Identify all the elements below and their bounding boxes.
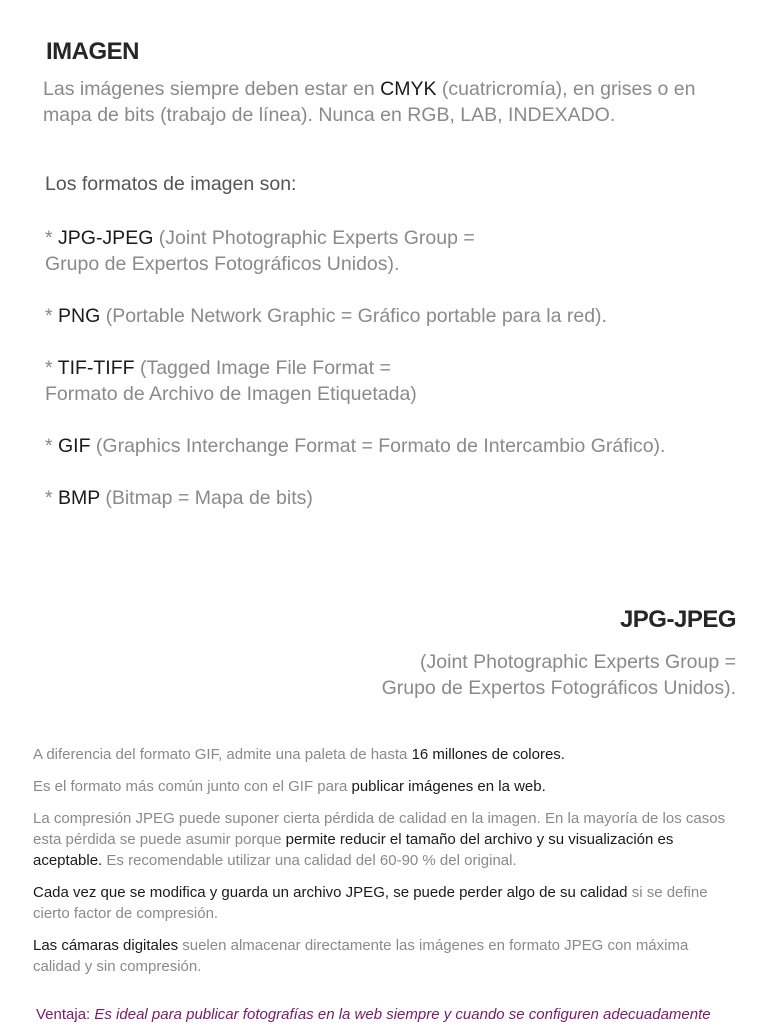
formats-heading: Los formatos de imagen son: [45,173,297,195]
text-highlight: permite reducir el tamaño del archivo y su visualización es aceptable. [33,831,674,869]
intro-prefix: Las imágenes siempre deben estar en [43,78,381,100]
jpg-subtitle-line2: Grupo de Expertos Fotográficos Unidos). [381,677,736,699]
bullet-star: * [45,357,58,379]
text-highlight: Las cámaras digitales [33,937,179,954]
jpg-subtitle-line1: (Joint Photographic Experts Group = [420,651,736,673]
intro-suffix: (cuatricromía), en grises o en mapa de bits (trabajo de línea). Nunca en RGB, LAB, INDEXADO. [43,78,696,126]
format-desc-line2: Grupo de Expertos Fotográficos Unidos). [45,253,400,275]
format-item-tiff [45,355,417,407]
format-name: JPG-JPEG [58,227,154,249]
bullet-star: * [45,435,59,457]
format-name: PNG [58,305,101,327]
section-title-imagen: IMAGEN [46,38,139,65]
text: La compresión JPEG puede suponer cierta pérdida de calidad en la imagen. En la mayoría de los casos esta pérdida se puede asumir porque [33,810,726,848]
paragraph-web [33,776,733,797]
format-name: TIF-TIFF [57,357,135,379]
text: Es el formato más común junto con el GIF para [33,778,352,795]
text: A diferencia del formato GIF, admite una paleta de hasta [33,746,412,763]
section-title-jpg: JPG-JPEG [619,606,736,633]
text-highlight: publicar imágenes en la web. [351,778,546,795]
paragraph-quality-loss [33,882,733,924]
bullet-star: * [45,305,59,327]
text: Es recomendable utilizar una calidad del 60-90 % del original. [102,852,517,869]
bullet-star: * [45,227,59,249]
text-highlight: Cada vez que se modifica y guarda un archivo JPEG, se puede perder algo de su calidad [33,884,628,901]
paragraph-cameras [33,935,733,977]
format-item-jpg [45,225,475,277]
ventaja-label: Ventaja: [36,1006,91,1023]
intro-paragraph [43,76,743,128]
paragraph-palette [33,744,733,765]
text: suelen almacenar directamente las imágenes en formato JPEG con máxima calidad y sin compresión. [33,937,689,975]
format-desc-line2: Formato de Archivo de Imagen Etiquetada) [45,383,417,405]
ventaja-line [36,1004,756,1025]
format-item-png [45,303,607,329]
bullet-star: * [45,487,59,509]
paragraph-compression [33,808,733,871]
format-desc: (Portable Network Graphic = Gráfico portable para la red). [100,305,607,327]
format-desc: (Graphics Interchange Format = Formato de Intercambio Gráfico). [90,435,666,457]
format-desc: (Joint Photographic Experts Group = [153,227,475,249]
format-desc: (Tagged Image File Format = [134,357,391,379]
format-desc: (Bitmap = Mapa de bits) [99,487,313,509]
text: si se define cierto factor de compresión. [33,884,708,922]
format-item-gif [45,433,665,459]
text-highlight: 16 millones de colores. [411,746,565,763]
format-name: GIF [58,435,91,457]
jpg-subtitle [382,649,736,701]
format-name: BMP [58,487,100,509]
ventaja-text: Es ideal para publicar fotografías en la web siempre y cuando se configuren adecuadamente [90,1006,711,1023]
intro-highlight-cmyk: CMYK [380,78,437,100]
format-item-bmp [45,485,313,511]
